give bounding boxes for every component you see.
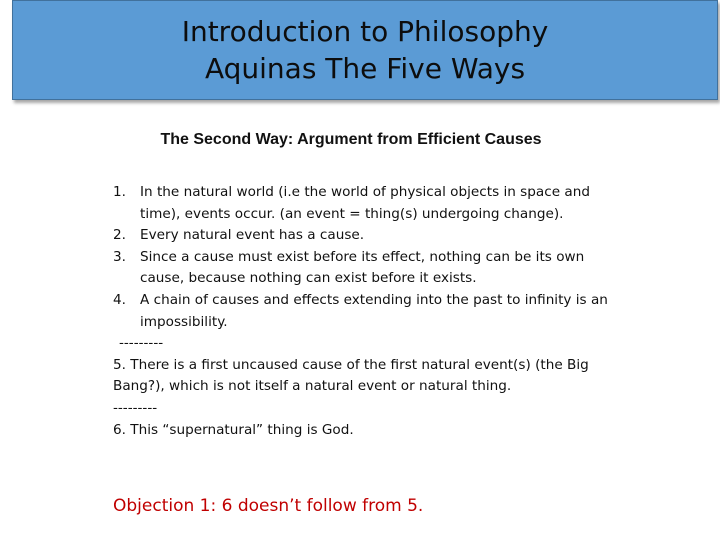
premise-number: 4. <box>113 291 126 308</box>
title-banner <box>12 0 718 100</box>
separator-line: --------- <box>113 399 158 416</box>
slide-title-line-1: Introduction to Philosophy <box>181 15 549 48</box>
premise-3 <box>113 247 608 290</box>
separator-line: --------- <box>119 335 164 352</box>
premise-number: 1. <box>113 184 126 200</box>
premise-text: A chain of causes and effects extending into the past to infinity is an impossibility. <box>140 291 608 330</box>
argument-body <box>113 182 608 441</box>
premise-number: 2. <box>113 227 126 244</box>
premise-number: 3. <box>113 248 126 265</box>
premise-text: Every natural event has a cause. <box>140 227 365 244</box>
premise-2 <box>113 225 608 247</box>
premise-1 <box>113 182 608 225</box>
objection-text: Objection 1: 6 doesn’t follow from 5. <box>113 496 424 516</box>
conclusion-6: 6. This “supernatural” thing is God. <box>113 421 354 438</box>
premise-4 <box>113 290 608 333</box>
premise-text: In the natural world (i.e the world of physical objects in space and time), events occur. (an event = thing(s) undergoing change). <box>140 184 590 222</box>
premise-text: Since a cause must exist before its effect, nothing can be its own cause, because nothing can exist before it exists. <box>140 248 585 287</box>
conclusion-5: 5. There is a first uncaused cause of the first natural event(s) (the Big Bang?), which is not itself a natural event or natural thing. <box>113 356 589 395</box>
section-subheading: The Second Way: Argument from Efficient Causes <box>160 131 542 148</box>
slide-title-line-2: Aquinas The Five Ways <box>204 52 526 85</box>
